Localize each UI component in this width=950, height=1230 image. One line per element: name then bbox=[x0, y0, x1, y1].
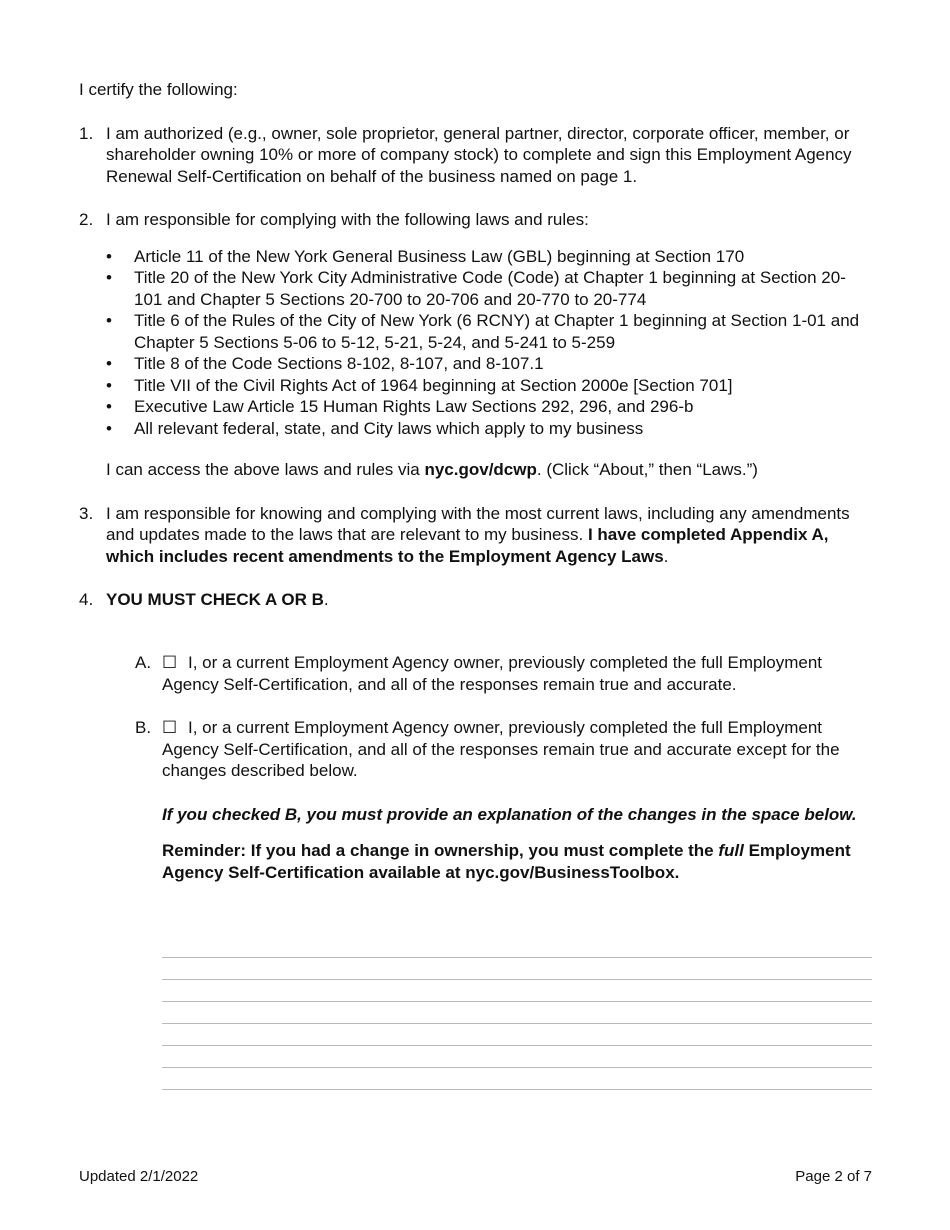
laws-access-text: I can access the above laws and rules via nyc.gov/dcwp. (Click “About,” then “Laws.”) bbox=[106, 460, 758, 479]
bullet-icon: • bbox=[106, 311, 112, 330]
bullet-icon: • bbox=[106, 397, 112, 416]
page-number: Page 2 of 7 bbox=[795, 1168, 872, 1185]
writing-line bbox=[162, 1067, 872, 1068]
option-letter: A. bbox=[135, 653, 152, 672]
certification-item-1 bbox=[79, 123, 874, 188]
law-item: • Title 8 of the Code Sections 8-102, 8-107, and 8-107.1 bbox=[106, 354, 544, 373]
writing-line bbox=[162, 1089, 872, 1090]
certification-item-4 bbox=[79, 589, 874, 611]
explanation-writing-area[interactable] bbox=[162, 957, 872, 1111]
intro-text: I certify the following: bbox=[79, 80, 238, 99]
item-text: I am responsible for complying with the following laws and rules: bbox=[106, 210, 589, 229]
writing-line bbox=[162, 957, 872, 958]
bullet-icon: • bbox=[106, 354, 112, 373]
check-heading: YOU MUST CHECK A OR B. bbox=[106, 590, 329, 609]
option-text: I, or a current Employment Agency owner, previously completed the full Employment Agency Self-Certification, and all of the responses remain true and accurate. bbox=[162, 653, 823, 694]
option-letter: B. bbox=[135, 718, 152, 737]
writing-line bbox=[162, 1023, 872, 1024]
ownership-reminder: Reminder: If you had a change in ownership, you must complete the full Employment Agency Self-Certification available at nyc.gov/BusinessToolbox. bbox=[162, 841, 851, 882]
dcwp-link[interactable]: nyc.gov/dcwp bbox=[424, 460, 537, 479]
option-b-checkbox[interactable]: ☐ bbox=[162, 718, 178, 737]
law-item: • Title 20 of the New York City Administrative Code (Code) at Chapter 1 beginning at Section 20-101 and Chapter 5 Sections 20-700 to 20-706 and 20-770 to 20-774 bbox=[106, 268, 846, 309]
certification-item-2 bbox=[79, 209, 874, 481]
option-a-checkbox[interactable]: ☐ bbox=[162, 653, 178, 672]
item-number: 1. bbox=[79, 123, 94, 143]
certification-content bbox=[79, 79, 874, 633]
law-item: • Title VII of the Civil Rights Act of 1964 beginning at Section 2000e [Section 701] bbox=[106, 375, 733, 395]
law-item: • Article 11 of the New York General Business Law (GBL) beginning at Section 170 bbox=[106, 246, 745, 266]
option-text: I, or a current Employment Agency owner, previously completed the full Employment Agency Self-Certification, and all of the responses remain true and accurate except for the changes described below. bbox=[162, 718, 840, 780]
item-number: 2. bbox=[79, 210, 94, 229]
updated-date: Updated 2/1/2022 bbox=[79, 1168, 199, 1185]
item-number: 4. bbox=[79, 590, 94, 609]
writing-line bbox=[162, 1001, 872, 1002]
law-item: • Title 6 of the Rules of the City of New York (6 RCNY) at Chapter 1 beginning at Section 1-01 and Chapter 5 Sections 5-06 to 5-12, 5-21, 5-24, and 5-241 to 5-259 bbox=[106, 311, 860, 352]
option-a bbox=[135, 652, 874, 695]
writing-line bbox=[162, 979, 872, 980]
explanation-note: If you checked B, you must provide an explanation of the changes in the space below. bbox=[162, 804, 857, 824]
item-text: I am responsible for knowing and complying with the most current laws, including any amendments and updates made to the laws that are relevant to my business. I have completed Appendix A, which includes recent amendments to the Employment Agency Laws. bbox=[106, 503, 850, 566]
bullet-icon: • bbox=[106, 268, 112, 287]
law-item: • All relevant federal, state, and City laws which apply to my business bbox=[106, 418, 644, 438]
writing-line bbox=[162, 1045, 872, 1046]
option-b bbox=[135, 717, 874, 782]
bullet-icon: • bbox=[106, 246, 112, 266]
bullet-icon: • bbox=[106, 418, 112, 438]
bullet-icon: • bbox=[106, 375, 112, 395]
check-options bbox=[79, 652, 874, 883]
law-item: • Executive Law Article 15 Human Rights Law Sections 292, 296, and 296-b bbox=[106, 397, 694, 416]
laws-list bbox=[106, 246, 874, 440]
item-text: I am authorized (e.g., owner, sole proprietor, general partner, director, corporate officer, member, or shareholder owning 10% or more of company stock) to complete and sign this Employment Agency Renewal Self-Certification on behalf of the business named on page 1. bbox=[106, 123, 852, 186]
certification-item-3 bbox=[79, 503, 874, 568]
item-number: 3. bbox=[79, 503, 94, 523]
